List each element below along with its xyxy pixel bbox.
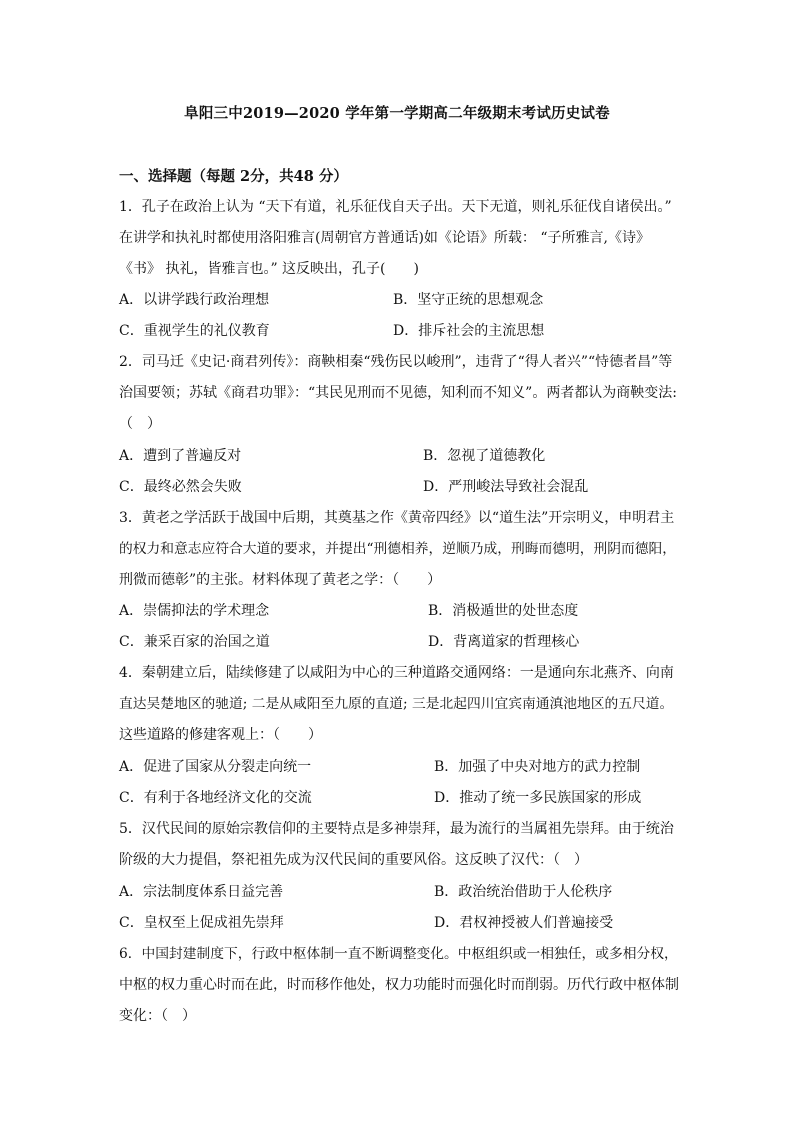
q1-line-1: 1．孔子在政治上认为 “天下有道，礼乐征伐自天子出。天下无道，则礼乐征伐自诸侯出。” bbox=[119, 199, 672, 215]
q2-option-d: D．严刑峻法导致社会混乱 bbox=[423, 479, 589, 495]
q4-line-1: 4．秦朝建立后，陆续修建了以咸阳为中心的三种道路交通网络：一是通向东北燕齐、向南 bbox=[119, 665, 674, 681]
q2-option-a: A．遭到了普遍反对 bbox=[119, 448, 242, 464]
q2-line-3: （ ） bbox=[119, 416, 161, 432]
q2-option-b: B．忽视了道德教化 bbox=[423, 448, 546, 464]
exam-title: 阜阳三中2019—2020 学年第一学期高二年级期末考试历史试卷 bbox=[184, 105, 610, 122]
q3-line-3: 刑微而德彰”的主张。材料体现了黄老之学：（ ） bbox=[119, 572, 442, 588]
q1-line-2: 在讲学和执礼时都使用洛阳雅言(周朝官方普通话)如《论语》所载： “子所雅言,《诗》 bbox=[119, 230, 650, 246]
q1-option-d: D．排斥社会的主流思想 bbox=[393, 323, 545, 339]
q5-option-b: B．政治统治借助于人伦秩序 bbox=[434, 884, 613, 900]
q2-option-c: C．最终必然会失败 bbox=[119, 479, 242, 495]
q1-option-c: C．重视学生的礼仪教育 bbox=[119, 323, 270, 339]
q5-line-2: 阶级的大力提倡，祭祀祖先成为汉代民间的重要风俗。这反映了汉代：（ ） bbox=[119, 852, 588, 868]
q6-line-3: 变化：（ ） bbox=[119, 1008, 196, 1024]
q5-option-d: D．君权神授被人们普遍接受 bbox=[434, 915, 614, 931]
q1-option-a: A．以讲学践行政治理想 bbox=[119, 292, 270, 308]
q3-option-d: D．背离道家的哲理核心 bbox=[428, 634, 580, 650]
q2-line-2: 治国要领；苏轼《商君功罪》：“其民见刑而不见德，知利而不知义”。两者都认为商鞅变法: bbox=[119, 385, 678, 401]
q6-line-2: 中枢的权力重心时而在此，时而移作他处，权力功能时而强化时而削弱。历代行政中枢体制 bbox=[119, 977, 679, 993]
q5-option-c: C．皇权至上促成祖先崇拜 bbox=[119, 915, 284, 931]
q3-option-c: C．兼采百家的治国之道 bbox=[119, 634, 270, 650]
q4-option-a: A．促进了国家从分裂走向统一 bbox=[119, 759, 312, 775]
q2-line-1: 2．司马迁《史记·商君列传》：商鞅相秦“残伤民以峻刑”，违背了“得人者兴”“恃德者昌”等 bbox=[119, 354, 673, 370]
q1-option-b: B．坚守正统的思想观念 bbox=[393, 292, 544, 308]
section-heading: 一、选择题（每题 2分，共48 分） bbox=[119, 168, 348, 185]
q6-line-1: 6．中国封建制度下，行政中枢体制一直不断调整变化。中枢组织或一相独任，或多相分权， bbox=[119, 946, 678, 962]
q3-option-a: A．崇儒抑法的学术理念 bbox=[119, 603, 270, 619]
q3-option-b: B．消极遁世的处世态度 bbox=[428, 603, 579, 619]
q1-line-3: 《书》 执礼，皆雅言也。” 这反映出，孔子( ) bbox=[119, 261, 419, 277]
q4-line-3: 这些道路的修建客观上：（ ） bbox=[119, 727, 322, 743]
q5-option-a: A．宗法制度体系日益完善 bbox=[119, 884, 284, 900]
q4-option-b: B．加强了中央对地方的武力控制 bbox=[434, 759, 641, 775]
q4-line-2: 直达吴楚地区的驰道; 二是从咸阳至九原的直道; 三是北起四川宜宾南通滇池地区的五尺道。 bbox=[119, 696, 674, 712]
q3-line-2: 的权力和意志应符合大道的要求，并提出“刑德相养，逆顺乃成，刑晦而德明，刑阴而德阳， bbox=[119, 541, 677, 557]
q4-option-c: C．有利于各地经济文化的交流 bbox=[119, 790, 312, 806]
q5-line-1: 5．汉代民间的原始宗教信仰的主要特点是多神崇拜，最为流行的当属祖先崇拜。由于统治 bbox=[119, 821, 674, 837]
q4-option-d: D．推动了统一多民族国家的形成 bbox=[434, 790, 642, 806]
q3-line-1: 3．黄老之学活跃于战国中后期，其奠基之作《黄帝四经》以“道生法”开宗明义，申明君主 bbox=[119, 510, 675, 526]
